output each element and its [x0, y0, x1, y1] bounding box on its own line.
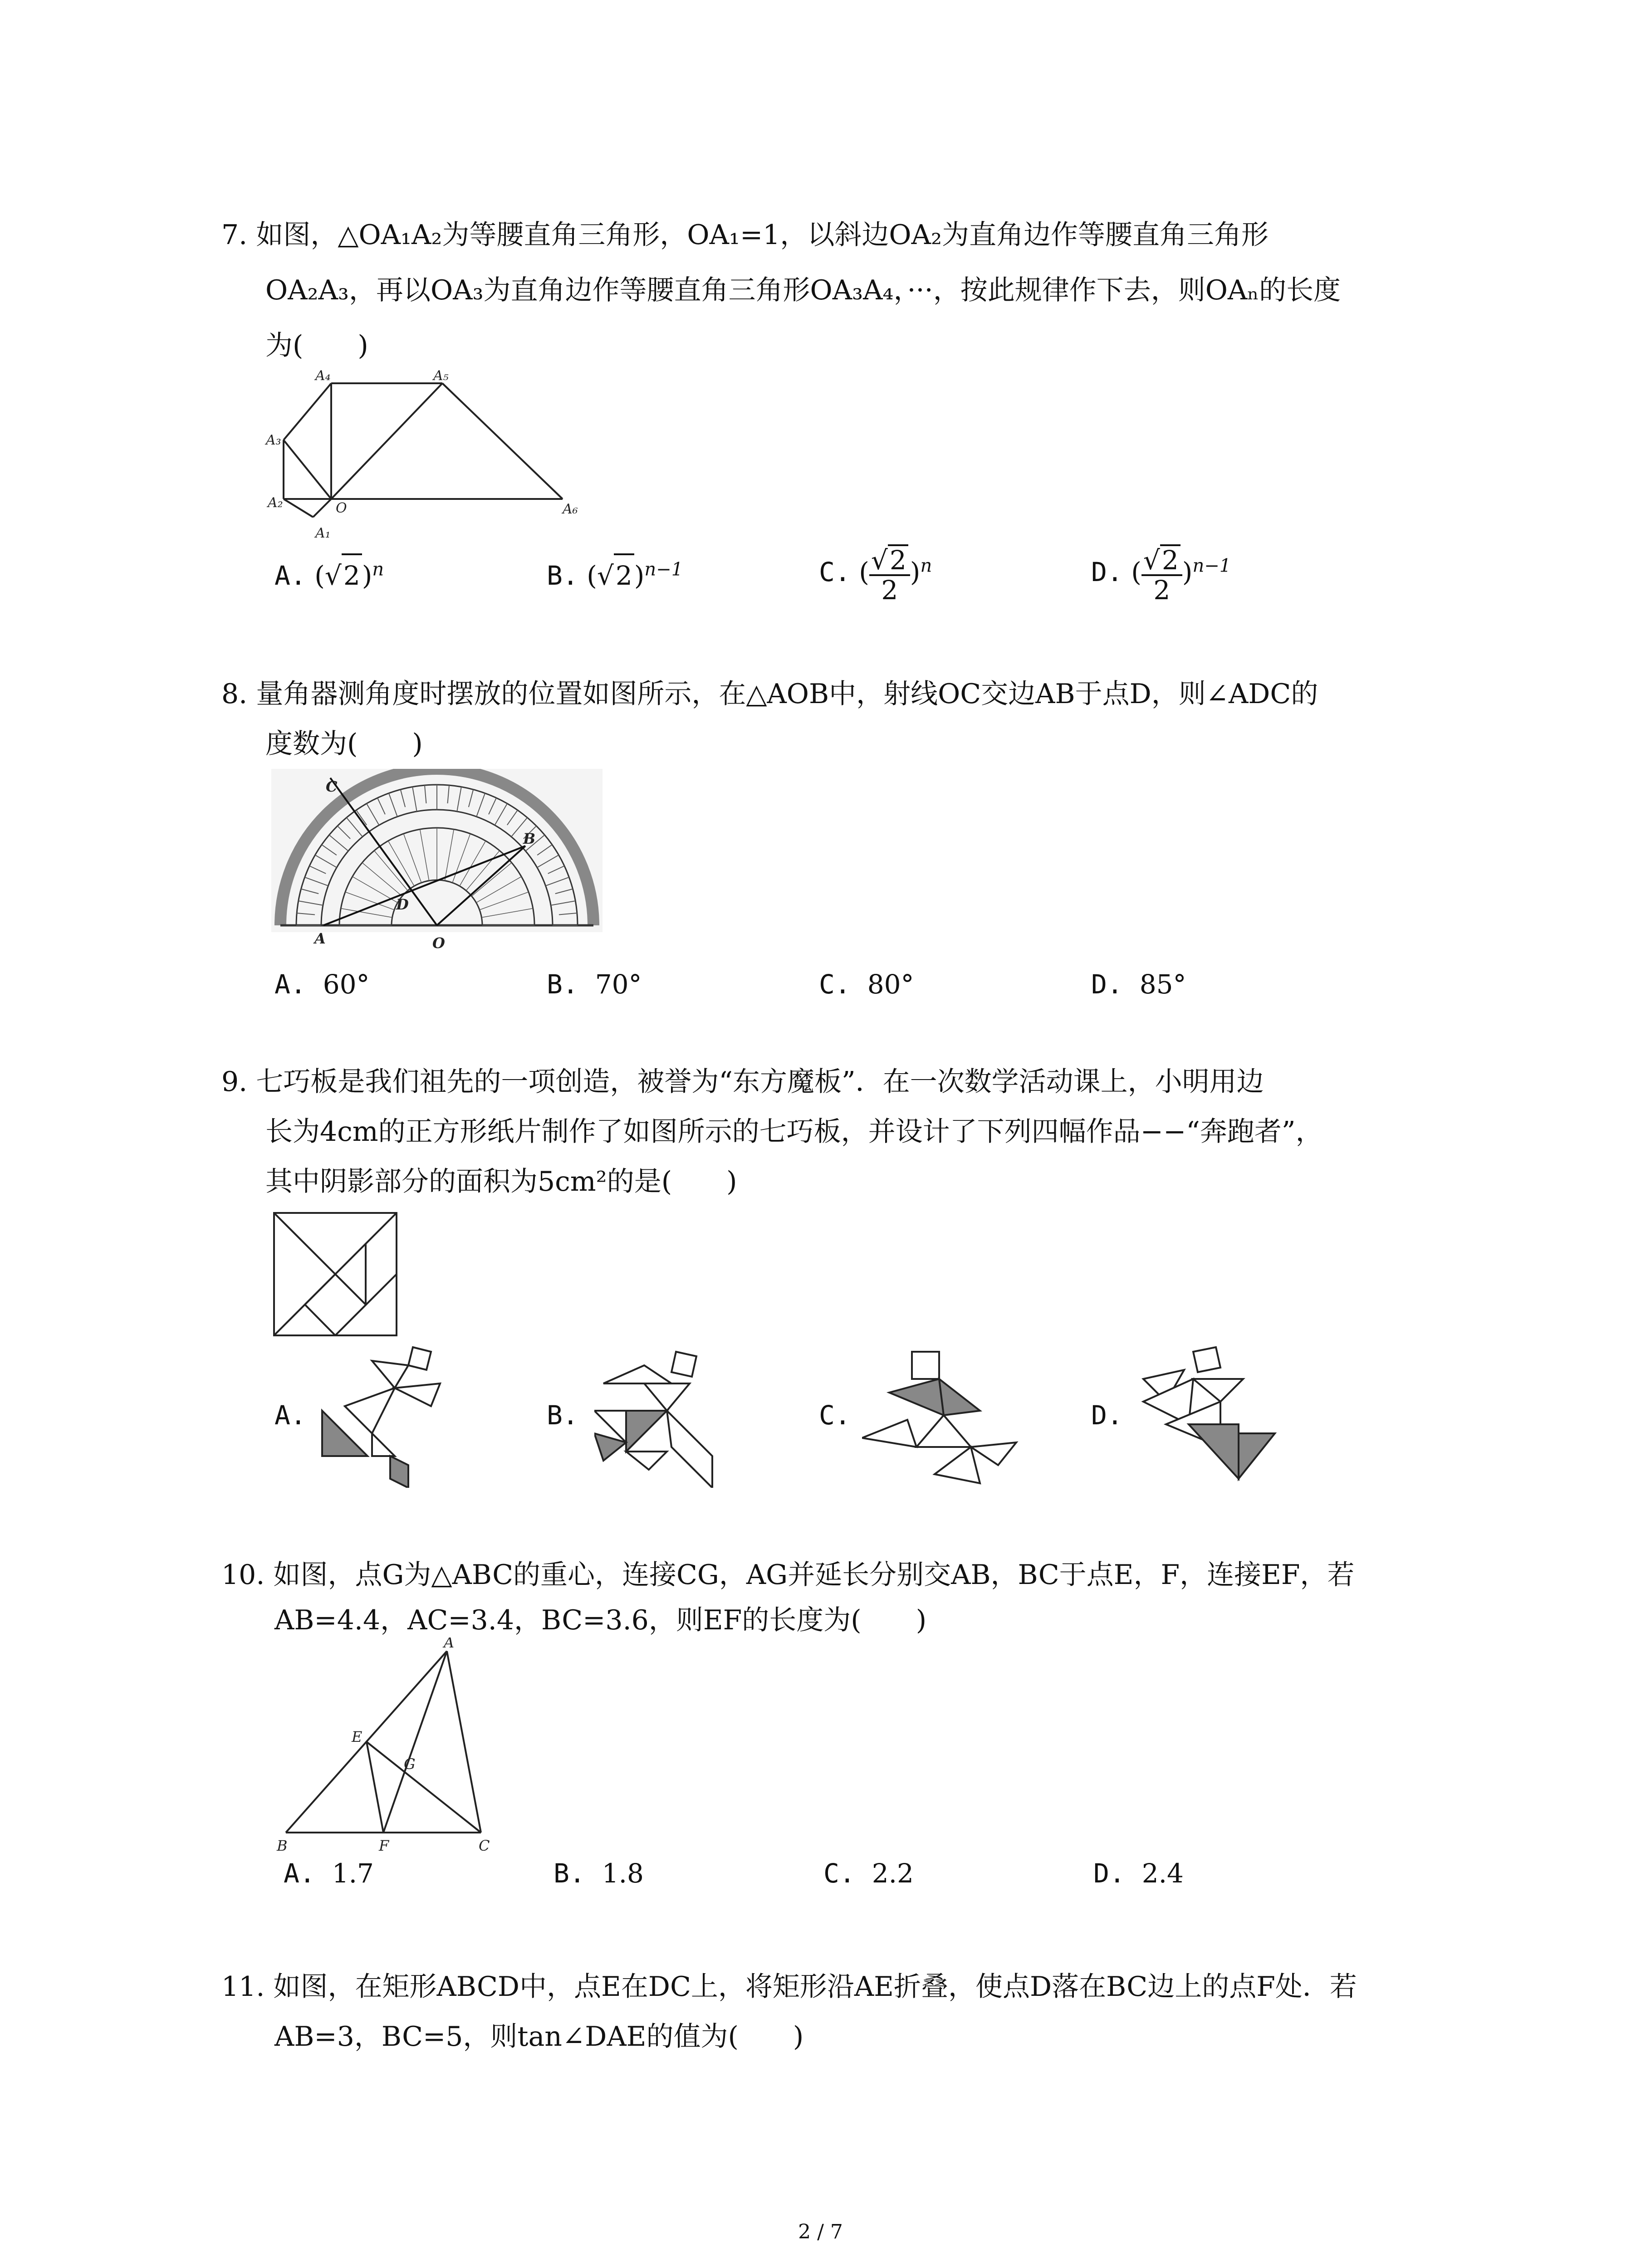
q7-label-a5: A₅ — [433, 368, 449, 384]
q7-option-c[interactable]: C. ( $\frac{√2}{2}$ )$^n$ — [819, 545, 932, 606]
q7-option-b[interactable]: B. $(√2)^{n-1}$ — [547, 553, 683, 596]
q8-label-b: B — [523, 830, 536, 847]
q8-protractor-figure — [271, 769, 603, 955]
q7-label-a3: A₃ — [266, 432, 281, 448]
q7-option-a[interactable]: A. $(√2)^n$ — [274, 553, 384, 596]
q10-option-b[interactable]: B. 1.8 — [554, 1858, 644, 1889]
q8-option-d[interactable]: D. 85° — [1091, 969, 1186, 1000]
q11-line-2: AB=3，BC=5，则tan∠DAE的值为( ) — [274, 2021, 804, 2053]
q7-label-a6: A₆ — [563, 501, 578, 517]
q9-line-1: 9. 七巧板是我们祖先的一项创造，被誉为“东方魔板”．在一次数学活动课上，小明用边 — [221, 1066, 1264, 1098]
q8-option-b[interactable]: B. 70° — [547, 969, 642, 1000]
q9-option-a[interactable]: A. — [274, 1400, 306, 1431]
q7-line-1: 7. 如图，△OA₁A₂为等腰直角三角形，OA₁=1，以斜边OA₂为直角边作等腰直角三角形 — [221, 219, 1269, 251]
q10-figure — [272, 1637, 508, 1860]
q10-label-a: A — [444, 1637, 455, 1651]
q9-runner-c — [862, 1347, 1025, 1488]
q9-runner-a — [318, 1338, 463, 1488]
q7-figure — [263, 363, 590, 544]
q10-label-f: F — [379, 1837, 389, 1854]
q10-option-c[interactable]: C. 2.2 — [823, 1858, 914, 1889]
q9-option-b[interactable]: B. — [547, 1400, 578, 1431]
q9-runner-d — [1139, 1343, 1284, 1488]
q8-option-a[interactable]: A. 60° — [274, 969, 370, 1000]
q10-options — [284, 1853, 1463, 1894]
q10-label-g: G — [404, 1755, 416, 1773]
q10-option-d[interactable]: D. 2.4 — [1093, 1858, 1184, 1889]
q9-tangram-square — [272, 1211, 399, 1338]
q7-label-a2: A₂ — [268, 495, 283, 511]
q7-line-3: 为( ) — [265, 330, 368, 362]
q8-label-a: A — [314, 930, 326, 947]
q10-option-a[interactable]: A. 1.7 — [284, 1858, 374, 1889]
q9-line-3: 其中阴影部分的面积为5cm²的是( ) — [265, 1166, 737, 1198]
q10-line-2: AB=4.4，AC=3.4，BC=3.6，则EF的长度为( ) — [274, 1604, 927, 1636]
q9-option-c[interactable]: C. — [819, 1400, 851, 1431]
q9-option-d[interactable]: D. — [1091, 1400, 1123, 1431]
q8-label-c: C — [326, 778, 338, 795]
q9-line-2: 长为4cm的正方形纸片制作了如图所示的七巧板，并设计了下列四幅作品−−“奔跑者”， — [265, 1116, 1323, 1148]
q8-options — [274, 964, 1454, 1005]
q8-option-c[interactable]: C. 80° — [819, 969, 914, 1000]
q9-runner-b — [594, 1343, 730, 1488]
q8-label-d: D — [396, 896, 409, 913]
q10-label-e: E — [352, 1728, 362, 1745]
q8-line-2: 度数为( ) — [265, 728, 423, 760]
q8-label-o: O — [432, 934, 445, 952]
q7-label-o: O — [336, 500, 347, 516]
q7-line-2: OA₂A₃，再以OA₃为直角边作等腰直角三角形OA₃A₄，···，按此规律作下去，则OAₙ的长度 — [265, 274, 1341, 306]
q7-options — [274, 545, 1454, 606]
q10-label-b: B — [277, 1837, 288, 1854]
q7-option-d[interactable]: D. ( $\frac{√2}{2}$ )$^{n-1}$ — [1091, 545, 1231, 606]
page-number: 2 / 7 — [798, 2220, 843, 2244]
q10-label-c: C — [479, 1837, 490, 1854]
q7-label-a4: A₄ — [315, 368, 331, 384]
q8-line-1: 8. 量角器测角度时摆放的位置如图所示，在△AOB中，射线OC交边AB于点D，则∠ADC的 — [221, 678, 1318, 710]
q7-label-a1: A₁ — [315, 525, 331, 541]
q10-line-1: 10. 如图，点G为△ABC的重心，连接CG，AG并延长分别交AB，BC于点E，F，连接EF，若 — [221, 1559, 1355, 1591]
q11-line-1: 11. 如图，在矩形ABCD中，点E在DC上，将矩形沿AE折叠，使点D落在BC边上的点F处．若 — [221, 1971, 1357, 2003]
